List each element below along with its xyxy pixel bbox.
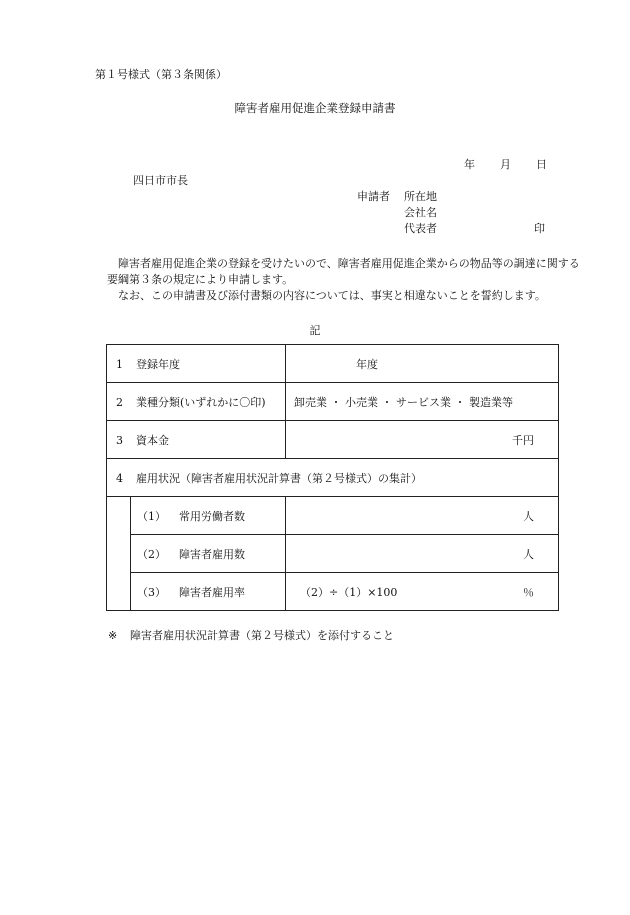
- industry-choices: 卸売業 ・ 小売業 ・ サービス業 ・ 製造業等: [294, 395, 513, 409]
- disabled-employees-label: [131, 535, 286, 573]
- percent-unit: ％: [523, 585, 534, 599]
- application-paragraph: 障害者雇用促進企業の登録を受けたいので、障害者雇用促進企業からの物品等の調達に関する要綱第３条の規定により申請します。: [107, 257, 580, 286]
- disabled-employees-field[interactable]: [286, 535, 559, 573]
- reference-mark: ※: [108, 629, 118, 642]
- registration-year-label: [107, 345, 286, 383]
- rate-formula: （2）÷（1）×100: [300, 585, 398, 599]
- capital-unit: 千円: [512, 433, 534, 447]
- table-row: [107, 421, 559, 459]
- sub-number: （1）: [137, 509, 166, 523]
- employment-rate-field[interactable]: [286, 573, 559, 611]
- pledge-paragraph: なお、この申請書及び添付書類の内容については、事実と相違ないことを誓約します。: [118, 289, 546, 302]
- sub-label: 障害者雇用率: [179, 585, 245, 599]
- row-number: 4: [116, 471, 123, 485]
- representative-label: 代表者: [404, 222, 437, 235]
- employment-status-header: [107, 459, 559, 497]
- table-row: [107, 497, 559, 535]
- sub-label: 常用労働者数: [179, 509, 245, 523]
- form-number: 第１号様式（第３条関係）: [95, 68, 227, 81]
- persons-unit: 人: [523, 509, 534, 523]
- row-label: 登録年度: [136, 357, 180, 371]
- registration-year-field[interactable]: [286, 345, 559, 383]
- employment-rate-label: [131, 573, 286, 611]
- regular-workers-label: [131, 497, 286, 535]
- regular-workers-field[interactable]: [286, 497, 559, 535]
- company-label: 会社名: [404, 206, 437, 219]
- address-label: 所在地: [404, 190, 437, 203]
- sub-number: （3）: [137, 585, 166, 599]
- persons-unit: 人: [523, 547, 534, 561]
- row-number: 3: [116, 433, 123, 447]
- table-row: [107, 383, 559, 421]
- row-number: 1: [116, 357, 123, 371]
- row-label: 資本金: [136, 433, 169, 447]
- table-row: [107, 535, 559, 573]
- note-text: 障害者雇用状況計算書（第２号様式）を添付すること: [130, 629, 394, 642]
- row-label: 雇用状況（障害者雇用状況計算書（第２号様式）の集計）: [136, 471, 422, 485]
- indent-cell: [107, 535, 131, 573]
- ki-heading: 記: [309, 324, 321, 337]
- indent-cell: [107, 573, 131, 611]
- row-number: 2: [116, 395, 123, 409]
- capital-field[interactable]: [286, 421, 559, 459]
- industry-options[interactable]: [286, 383, 559, 421]
- document-title: 障害者雇用促進企業登録申請書: [234, 101, 396, 115]
- row-label: 業種分類(いずれかに〇印): [136, 395, 266, 409]
- attachment-note: [108, 627, 394, 643]
- addressee: 四日市市長: [133, 174, 188, 187]
- table-row: [107, 459, 559, 497]
- capital-label: [107, 421, 286, 459]
- table-row: [107, 345, 559, 383]
- date-day: 日: [536, 158, 547, 171]
- sub-label: 障害者雇用数: [179, 547, 245, 561]
- date-line: [0, 156, 630, 170]
- seal-mark: 印: [534, 222, 545, 235]
- application-table: [106, 344, 559, 611]
- date-month: 月: [500, 158, 511, 171]
- industry-label: [107, 383, 286, 421]
- year-unit: 年度: [356, 357, 378, 371]
- date-year: 年: [464, 158, 475, 171]
- table-row: [107, 573, 559, 611]
- indent-cell: [107, 497, 131, 535]
- sub-number: （2）: [137, 547, 166, 561]
- applicant-label: 申請者: [357, 190, 390, 203]
